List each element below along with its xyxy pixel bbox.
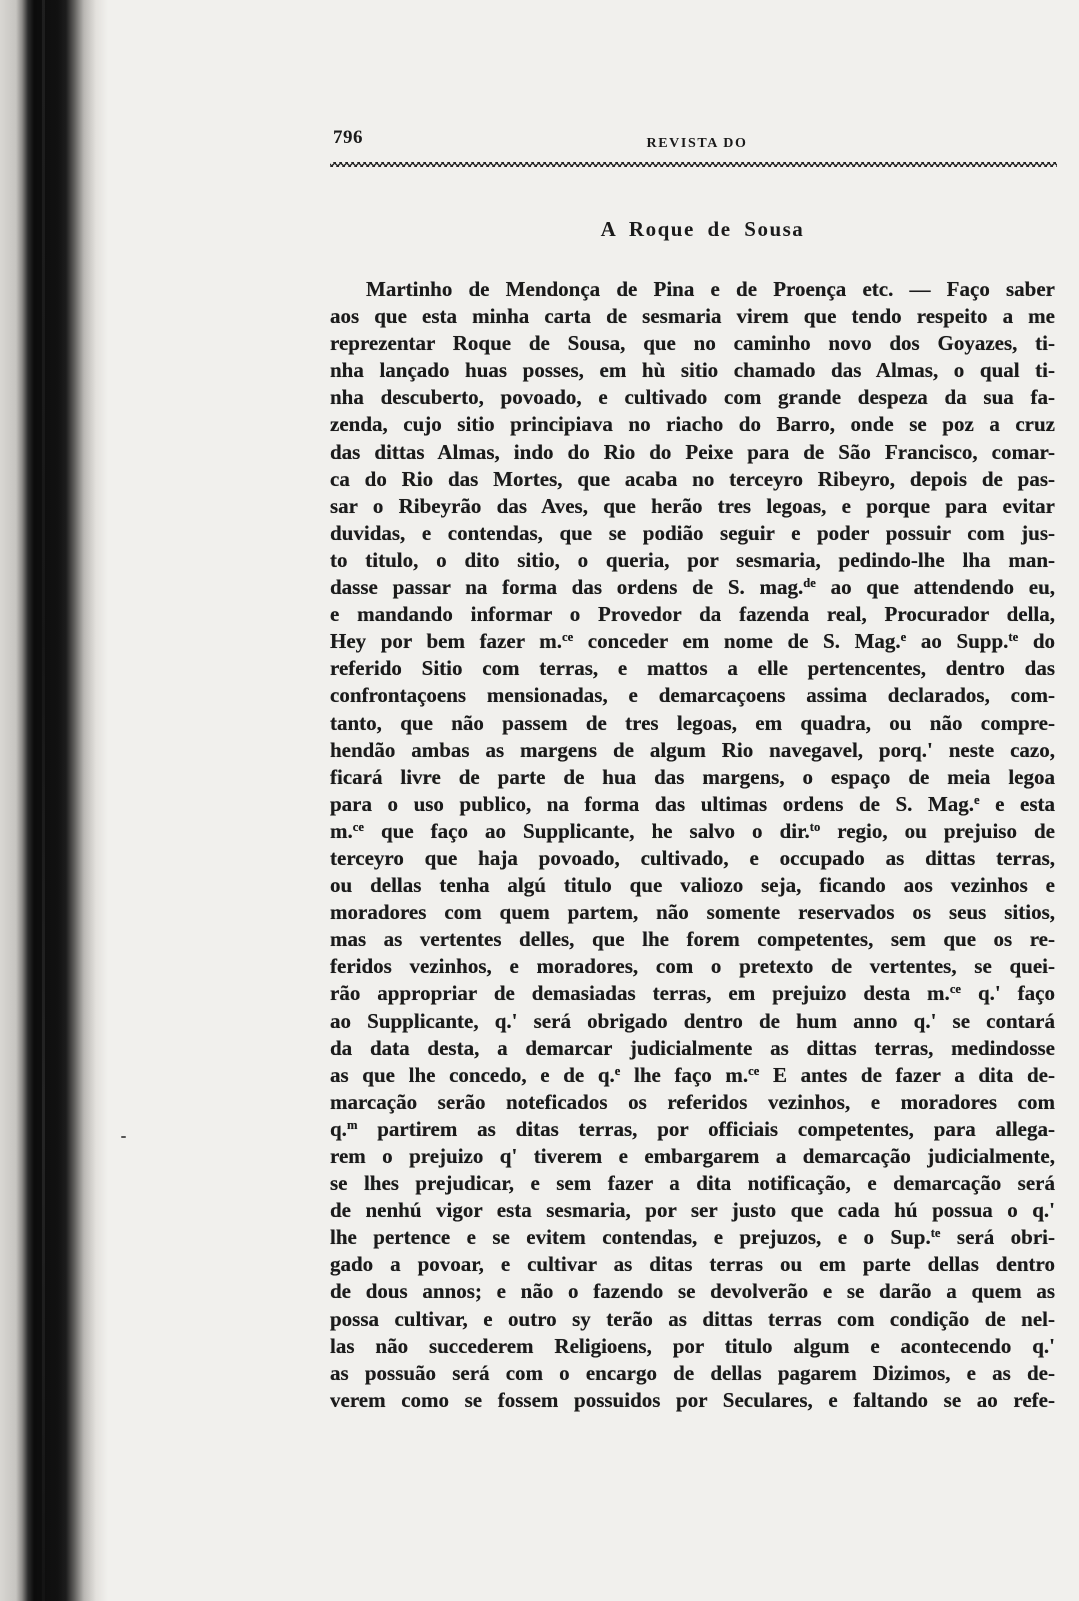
line-text: m. xyxy=(330,818,353,843)
line-text: nha descuberto, povoado, e cultivado com grande despeza da sua fa- xyxy=(330,385,1055,410)
text-line xyxy=(330,1089,1055,1116)
line-text: de nenhú vigor esta sesmaria, por ser justo que cada hú possua o q.' xyxy=(330,1198,1055,1223)
superscript-abbreviation: ce xyxy=(561,630,574,645)
text-line xyxy=(330,466,1055,493)
line-text: regio, ou prejuiso de xyxy=(820,818,1055,843)
text-line xyxy=(330,1008,1055,1035)
text-line xyxy=(330,1387,1055,1414)
text-line xyxy=(330,276,1055,303)
text-line xyxy=(330,926,1055,953)
text-line xyxy=(330,1278,1055,1305)
line-text: sar o Ribeyrão das Aves, que herão tres legoas, e porque para evitar xyxy=(330,493,1055,518)
superscript-abbreviation: e xyxy=(614,1063,621,1078)
line-text: aos que esta minha carta de sesmaria virem que tendo respeito a me xyxy=(330,304,1055,329)
line-text: as possuão será com o encargo de dellas pagarem Dizimos, e as de- xyxy=(330,1360,1055,1385)
superscript-abbreviation: ce xyxy=(949,982,961,997)
text-line xyxy=(330,303,1055,330)
text-line xyxy=(330,520,1055,547)
line-text: e esta xyxy=(979,791,1055,816)
superscript-abbreviation: e xyxy=(974,792,980,807)
line-text: las não succederem Religioens, por titulo algum e acontecendo q.' xyxy=(330,1333,1055,1358)
section-title: A Roque de Sousa xyxy=(600,217,805,241)
text-line xyxy=(330,1333,1055,1360)
text-line xyxy=(330,384,1055,411)
line-text: feridos vezinhos, e moradores, com o pretexto de vertentes, se quei- xyxy=(330,954,1055,979)
text-line xyxy=(330,601,1055,628)
line-text: referido Sitio com terras, e mattos a elle pertencentes, dentro das xyxy=(330,656,1055,681)
line-text: duvidas, e contendas, que se podião seguir e poder possuir com jus- xyxy=(330,520,1055,545)
line-text: reprezentar Roque de Sousa, que no caminho novo dos Goyazes, ti- xyxy=(330,331,1055,356)
line-text: ao Supp. xyxy=(906,629,1009,654)
line-text: nha lançado huas posses, em hù sitio chamado das Almas, o qual ti- xyxy=(330,358,1055,383)
superscript-abbreviation: e xyxy=(900,630,907,645)
text-line xyxy=(330,1360,1055,1387)
text-line xyxy=(330,357,1055,384)
text-line xyxy=(330,1170,1055,1197)
text-line xyxy=(330,682,1055,709)
superscript-abbreviation: de xyxy=(803,576,816,591)
text-line xyxy=(330,980,1055,1007)
line-text: ca do Rio das Mortes, que acaba no terceyro Ribeyro, depois de pas- xyxy=(330,466,1055,491)
superscript-abbreviation: m xyxy=(346,1117,358,1132)
line-text: Hey por bem fazer m. xyxy=(330,629,562,654)
text-line xyxy=(330,818,1055,845)
text-line xyxy=(330,737,1055,764)
line-text: ao que attendendo eu, xyxy=(815,575,1055,600)
line-text: para o uso publico, na forma das ultimas ordens de S. Mag. xyxy=(330,791,975,816)
line-text: Martinho de Mendonça de Pina e de Proença etc. — Faço saber xyxy=(366,277,1055,301)
line-text: confrontaçoens mensionadas, e demarcaçoens assima declarados, com- xyxy=(330,683,1055,708)
line-text: da data desta, a demarcar judicialmente as dittas terras, medindosse xyxy=(330,1035,1055,1060)
text-line xyxy=(330,710,1055,737)
text-line xyxy=(330,899,1055,926)
scan-speck xyxy=(121,1136,126,1138)
text-line xyxy=(330,872,1055,899)
line-text: marcação serão noteficados os referidos vezinhos, e moradores com xyxy=(330,1089,1055,1114)
body-text xyxy=(330,276,1055,1414)
line-text: as que lhe concedo, e de q. xyxy=(330,1062,615,1087)
text-line xyxy=(330,655,1055,682)
line-text: q. xyxy=(330,1116,347,1141)
text-line xyxy=(330,1197,1055,1224)
text-line xyxy=(330,791,1055,818)
running-head: REVISTA DO xyxy=(646,136,748,151)
text-line xyxy=(330,1116,1055,1143)
text-line xyxy=(330,845,1055,872)
line-text: dasse passar na forma das ordens de S. mag. xyxy=(330,575,804,600)
line-text: partirem as ditas terras, por officiais competentes, para allega- xyxy=(357,1116,1055,1141)
line-text: ou dellas tenha algú titulo que valiozo seja, ficando aos vezinhos e xyxy=(330,873,1055,898)
text-line xyxy=(330,1062,1055,1089)
line-text: e mandando informar o Provedor da fazenda real, Procurador della, xyxy=(330,602,1055,627)
page-number: 796 xyxy=(333,127,363,148)
line-text: se lhes prejudicar, e sem fazer a dita notificação, e demarcação será xyxy=(330,1171,1055,1196)
line-text: possa cultivar, e outro sy terão as dittas terras com condição de nel- xyxy=(330,1306,1055,1331)
text-line xyxy=(330,1306,1055,1333)
text-line xyxy=(330,1143,1055,1170)
text-line xyxy=(330,1251,1055,1278)
superscript-abbreviation: to xyxy=(809,819,821,834)
line-text: rem o prejuizo q' tiverem e embargarem a demarcação judicialmente, xyxy=(330,1144,1055,1168)
line-text: das dittas Almas, indo do Rio do Peixe para de São Francisco, comar- xyxy=(330,439,1055,464)
line-text: zenda, cujo sitio principiava no riacho do Barro, onde se poz a cruz xyxy=(330,412,1055,437)
line-text: terceyro que haja povoado, cultivado, e occupado as dittas terras, xyxy=(330,845,1055,870)
line-text: de dous annos; e não o fazendo se devolverão e se darão a quem as xyxy=(330,1279,1055,1304)
text-line xyxy=(330,764,1055,791)
line-text: q.' faço xyxy=(961,981,1055,1006)
superscript-abbreviation: te xyxy=(1008,630,1019,645)
book-binding-shadow xyxy=(0,0,110,1601)
line-text: gado a povoar, e cultivar as ditas terras ou em parte dellas dentro xyxy=(330,1252,1055,1277)
line-text: moradores com quem partem, não somente reservados os seus sitios, xyxy=(330,900,1055,925)
text-line xyxy=(330,953,1055,980)
superscript-abbreviation: te xyxy=(930,1226,941,1241)
superscript-abbreviation: ce xyxy=(748,1063,760,1078)
line-text: ao Supplicante, q.' será obrigado dentro de hum anno q.' se contará xyxy=(330,1008,1055,1033)
text-line xyxy=(330,411,1055,438)
line-text: mas as vertentes delles, que lhe forem competentes, sem que os re- xyxy=(330,927,1055,952)
line-text: lhe faço m. xyxy=(620,1062,749,1087)
line-text: será obri- xyxy=(940,1225,1055,1250)
text-line xyxy=(330,330,1055,357)
line-text: rão appropriar de demasiadas terras, em prejuizo desta m. xyxy=(330,981,950,1006)
line-text: ficará livre de parte de hua das margens, o espaço de meia legoa xyxy=(330,764,1055,789)
text-line xyxy=(330,493,1055,520)
line-text: conceder em nome de S. Mag. xyxy=(573,629,901,654)
line-text: tanto, que não passem de tres legoas, em quadra, ou não compre- xyxy=(330,710,1055,735)
line-text: hendão ambas as margens de algum Rio navegavel, porq.' neste cazo, xyxy=(330,737,1055,762)
header-rule xyxy=(330,162,1057,167)
line-text: to titulo, o dito sitio, o queria, por sesmaria, pedindo-lhe lha man- xyxy=(330,547,1055,572)
line-text: lhe pertence e se evitem contendas, e prejuzos, e o Sup. xyxy=(330,1225,931,1250)
text-line xyxy=(330,628,1055,655)
superscript-abbreviation: ce xyxy=(352,819,364,834)
text-line xyxy=(330,547,1055,574)
text-line xyxy=(330,1035,1055,1062)
text-line xyxy=(330,439,1055,466)
binding-streak xyxy=(42,0,45,1601)
line-text: verem como se fossem possuidos por Seculares, e faltando se ao refe- xyxy=(330,1387,1055,1412)
text-line xyxy=(330,1224,1055,1251)
line-text: que faço ao Supplicante, he salvo o dir. xyxy=(363,818,810,843)
text-line xyxy=(330,574,1055,601)
line-text: do xyxy=(1018,629,1055,654)
line-text: E antes de fazer a dita de- xyxy=(759,1062,1055,1087)
